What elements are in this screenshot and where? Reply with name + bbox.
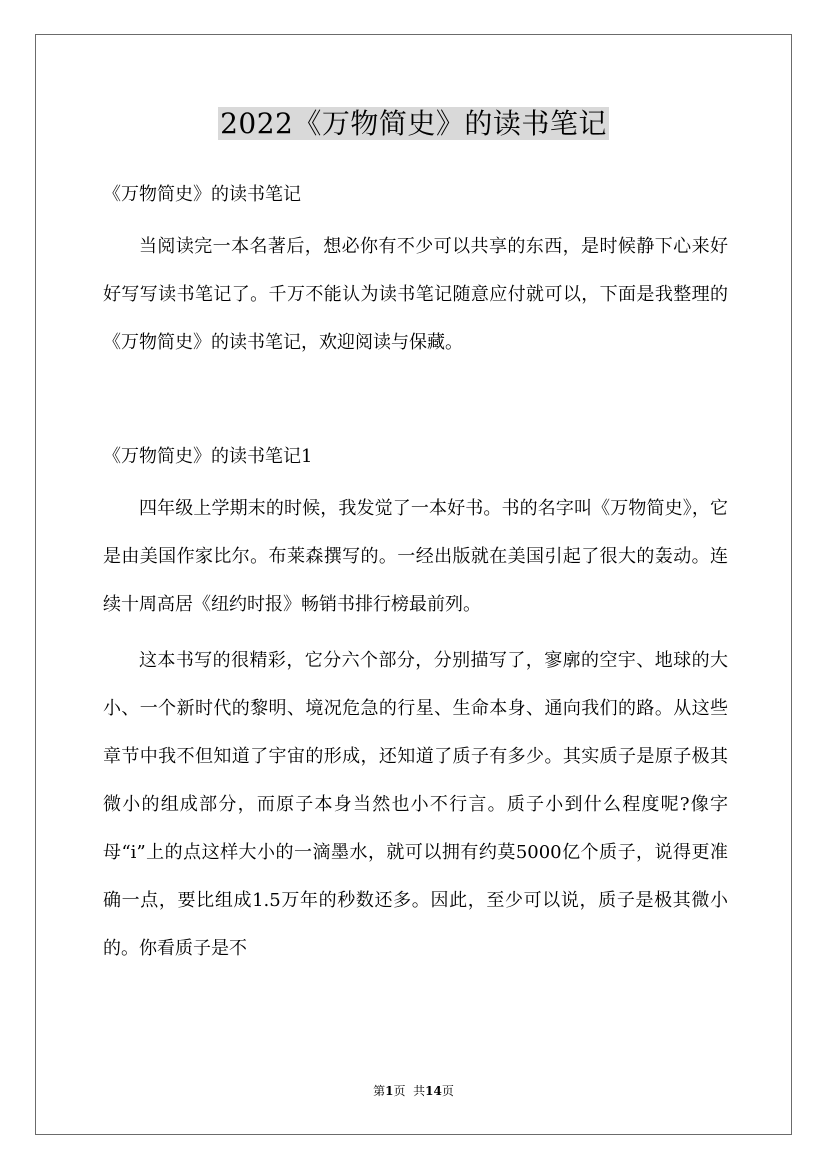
footer-total-pages: 14: [425, 1084, 442, 1098]
section-paragraph-1: 四年级上学期末的时候，我发觉了一本好书。书的名字叫《万物简史》，它是由美国作家比尔。布莱森撰写的。一经出版就在美国引起了很大的轰动。连续十周高居《纽约时报》畅销书排行榜最前列。: [103, 498, 728, 615]
document-body: [103, 173, 728, 973]
footer-current-page: 1: [385, 1084, 394, 1098]
footer-total-prefix: 共: [413, 1084, 426, 1098]
intro-paragraph: 当阅读完一本名著后，想必你有不少可以共享的东西，是时候静下心来好好写写读书笔记了。千万不能认为读书笔记随意应付就可以，下面是我整理的《万物简史》的读书笔记，欢迎阅读与保藏。: [103, 236, 728, 353]
section-paragraph-2: 这本书写的很精彩，它分六个部分，分别描写了，寥廓的空宇、地球的大小、一个新时代的黎明、境况危急的行星、生命本身、通向我们的路。从这些章节中我不但知道了宇宙的形成，还知道了质子有多少。其实质子是原子极其微小的组成部分，而原子本身当然也小不行言。质子小到什么程度呢?像字母“i”上的点这样大小的一滴墨水，就可以拥有约莫5000亿个质子，说得更准确一点，要比组成1.5万年的秒数还多。因此，至少可以说，质子是极其微小的。你看质子是不: [103, 650, 728, 959]
section-heading: 《万物简史》的读书笔记1: [103, 446, 313, 467]
intro-heading: 《万物简史》的读书笔记: [103, 184, 301, 205]
footer-total-suffix: 页: [441, 1084, 454, 1098]
document-title: [0, 104, 827, 144]
document-title-text: 2022《万物简史》的读书笔记: [220, 107, 607, 140]
footer-page-word: 页: [393, 1084, 406, 1098]
page-footer: [0, 1083, 827, 1099]
footer-prefix: 第: [373, 1084, 386, 1098]
